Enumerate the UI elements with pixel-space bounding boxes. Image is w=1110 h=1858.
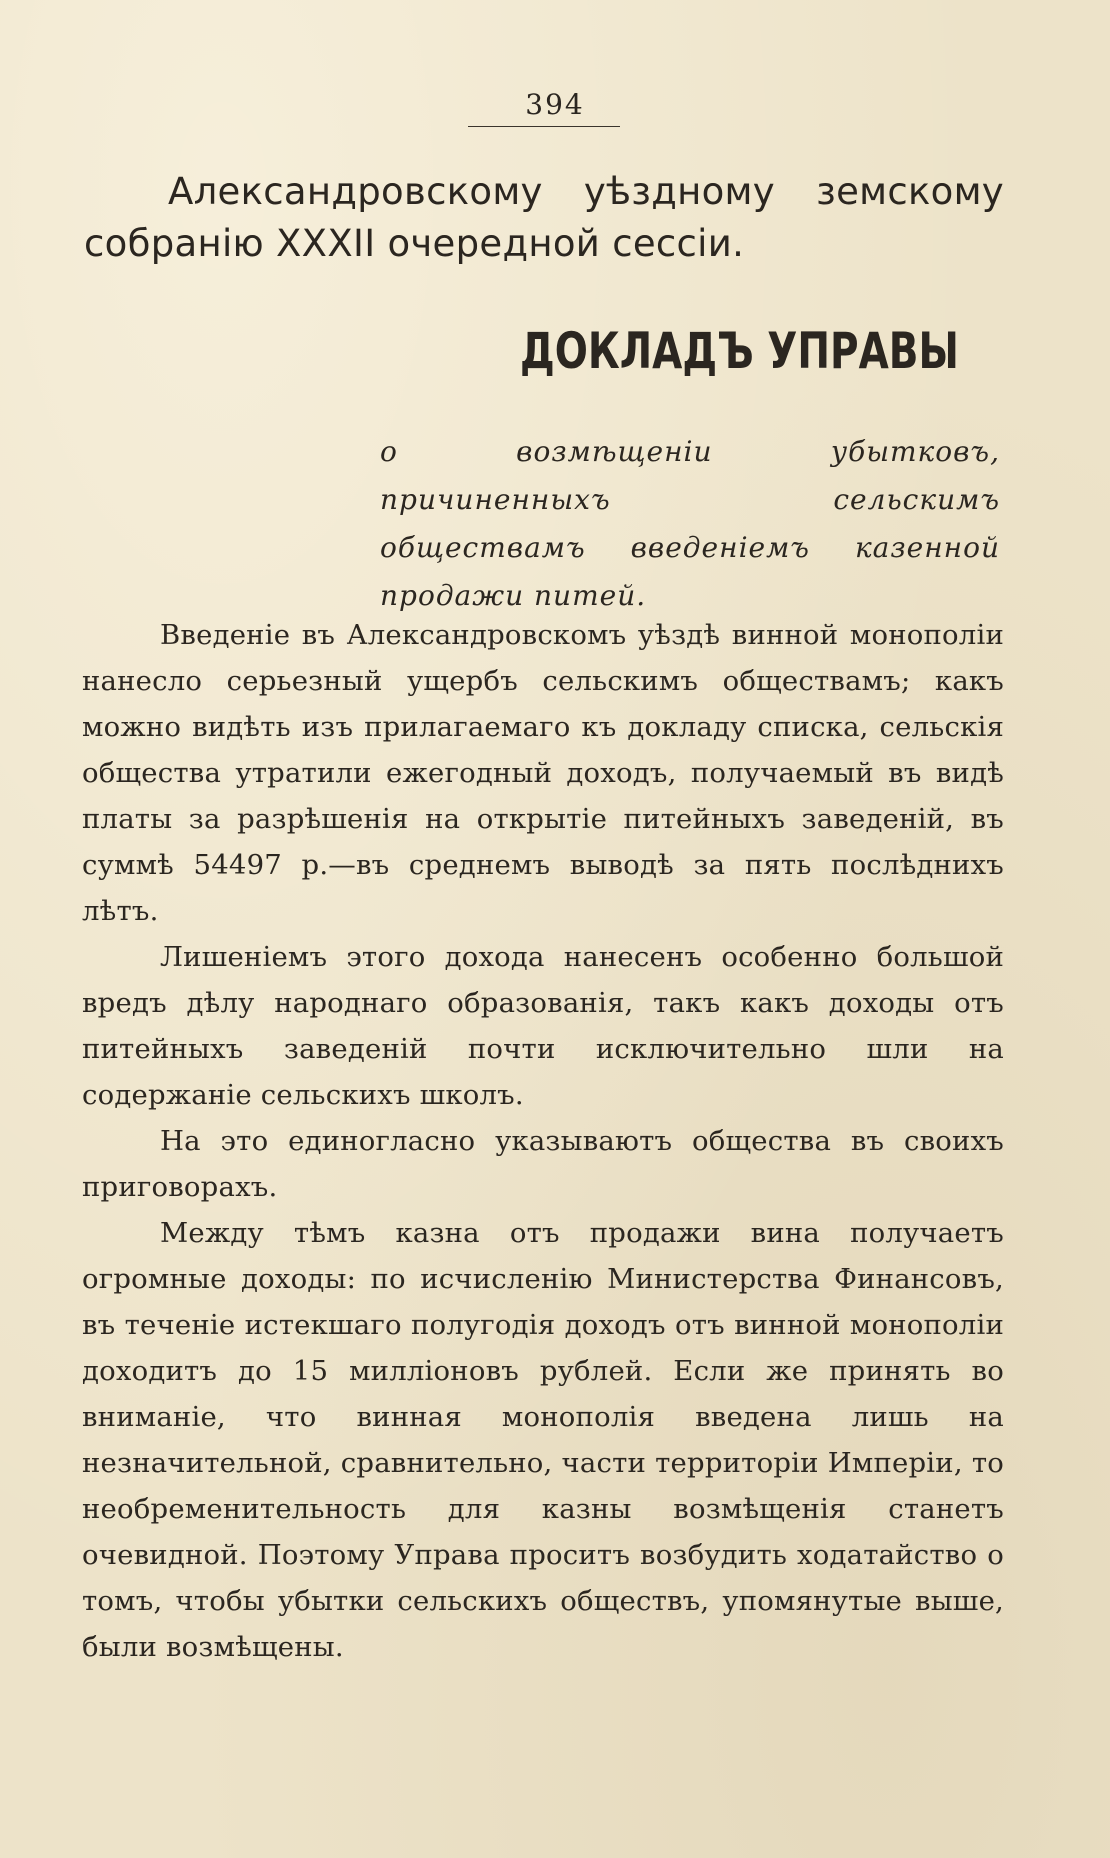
- page-number-rule: [468, 126, 620, 127]
- address-heading: [84, 166, 1004, 270]
- report-title: ДОКЛАДЪ УПРАВЫ: [520, 322, 959, 380]
- report-subtitle: о возмѣщеніи убытковъ, причиненныхъ сельскимъ обществамъ введеніемъ казенной продажи питей.: [380, 435, 1000, 612]
- paragraph: На это единогласно указываютъ общества въ своихъ приговорахъ.: [82, 1125, 1004, 1203]
- paragraph: Введеніе въ Александровскомъ уѣздѣ винной монополіи нанесло серьезный ущербъ сельскимъ обществамъ; какъ можно видѣть изъ прилагаемаго къ докладу списка, сельскія общества утратили ежегодный доходъ, получаемый въ видѣ платы за разрѣшенія на открытіе питейныхъ заведеній, въ суммѣ 54497 р.—въ среднемъ выводѣ за пять послѣднихъ лѣтъ.: [82, 619, 1004, 927]
- paragraph: Между тѣмъ казна отъ продажи вина получаетъ огромные доходы: по исчисленію Министерства Финансовъ, въ теченіе истекшаго полугодія доходъ отъ винной монополіи доходитъ до 15 милліоновъ рублей. Если же принять во вниманіе, что винная монополія введена лишь на незначительной, сравнительно, части территоріи Имперіи, то необременительность для казны возмѣщенія станетъ очевидной. Поэтому Управа проситъ возбудить ходатайство о томъ, чтобы убытки сельскихъ обществъ, упомянутые выше, были возмѣщены.: [82, 1217, 1004, 1663]
- body-text: [82, 612, 1004, 1670]
- page-number: 394: [525, 88, 585, 121]
- address-text: Александровскому уѣздному земскому собранію XXXII очередной сессіи.: [84, 170, 1004, 265]
- paragraph: Лишеніемъ этого дохода нанесенъ особенно большой вредъ дѣлу народнаго образованія, такъ какъ доходы отъ питейныхъ заведеній почти исключительно шли на содержаніе сельскихъ школъ.: [82, 941, 1004, 1111]
